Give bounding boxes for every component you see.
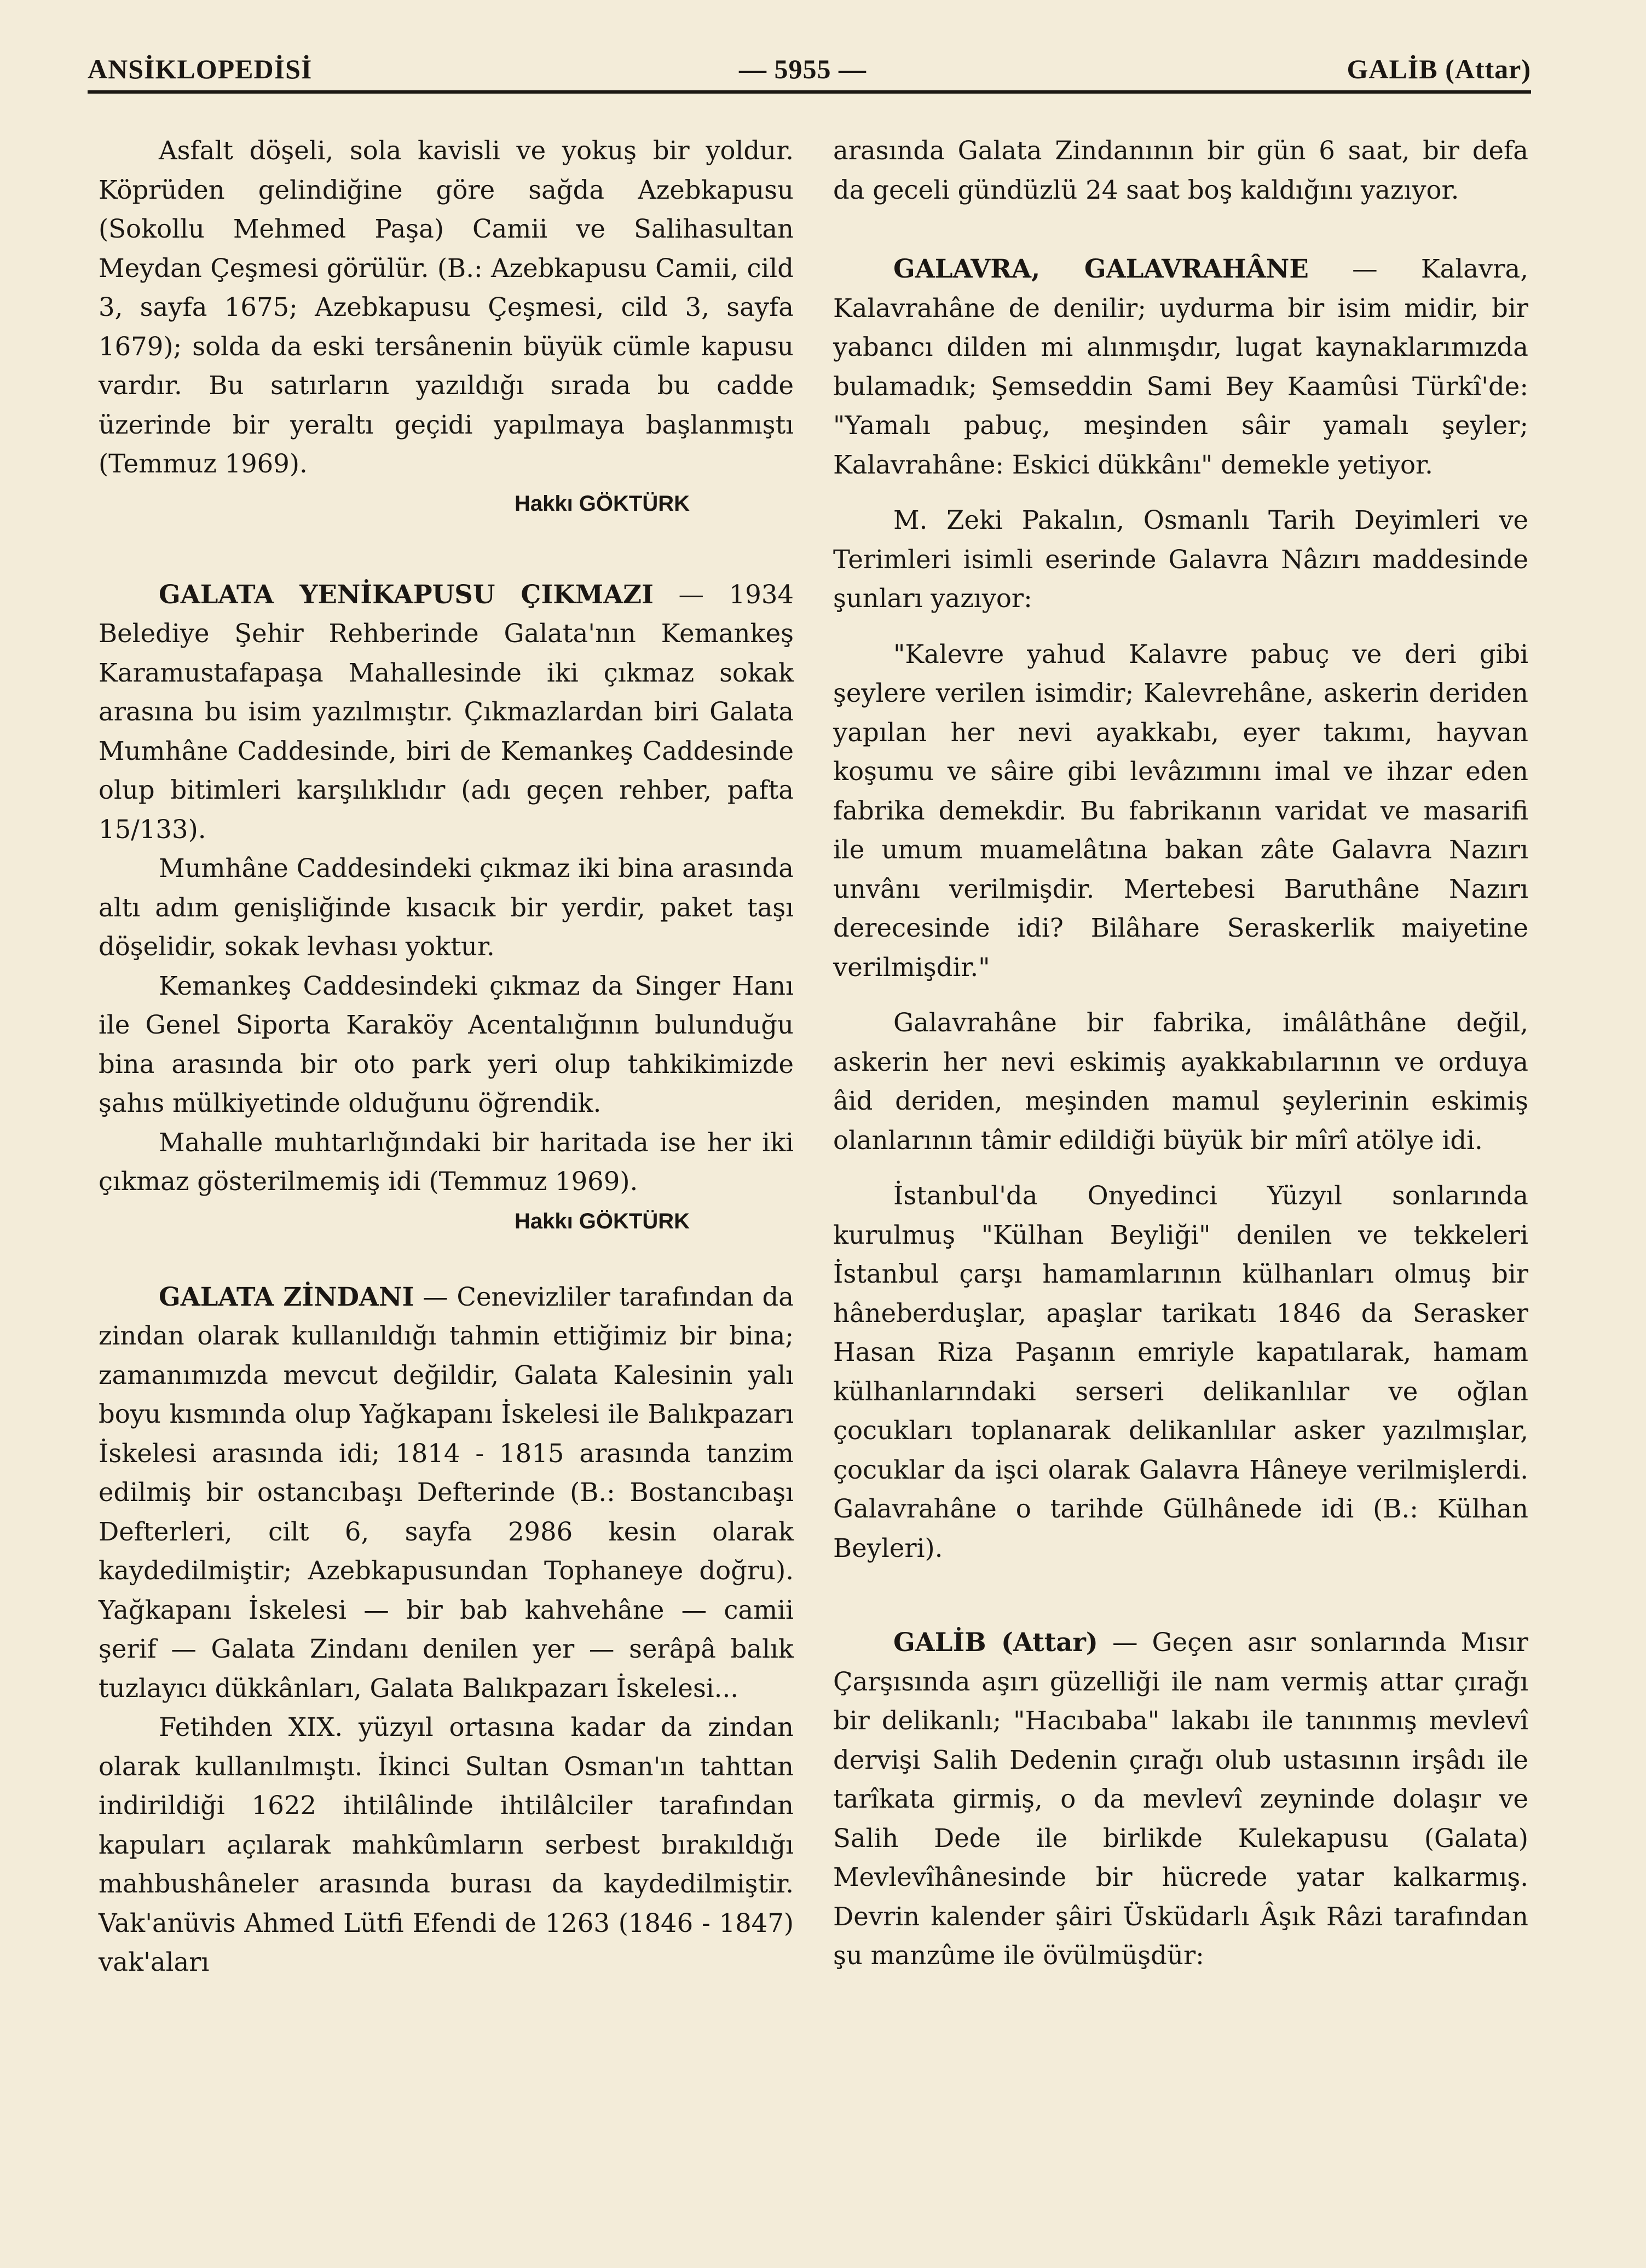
header-page-number: — 5955 — bbox=[739, 54, 867, 84]
entry-title: GALAVRA, GALAVRAHÂNE bbox=[893, 253, 1309, 284]
spacer bbox=[833, 987, 1528, 1003]
page-header bbox=[88, 47, 1531, 96]
spacer bbox=[833, 1568, 1528, 1623]
entry-text: — Cenevizliler tarafından da zindan olarak kullanıldığı tahmin ettiğimiz bir bina; zamanımızda mevcut değildir, Galata Kalesinin yalı boyu kısmında olup Yağkapanı İskelesi ile Balıkpazarı İskelesi arasında idi; 1814 - 1815 arasında tanzim edilmiş bir ostancıbaşı Defterinde (B.: Bostancıbaşı Defterleri, cilt 6, sayfa 2986 kesin olarak kaydedilmiştir; Azebkapusundan Tophaneye doğru). Yağkapanı İskelesi — bir bab kahvehâne — camii şerif — Galata Zindanı denilen yer — serâpâ balık tuzlayıcı dükkânları, Galata Balıkpazarı İskelesi... bbox=[99, 1282, 794, 1703]
spacer bbox=[833, 210, 1528, 249]
body-paragraph: M. Zeki Pakalın, Osmanlı Tarih Deyimleri ve Terimleri isimli eserinde Galavra Nâzırı maddesinde şunları yazıyor: bbox=[833, 505, 1528, 613]
entry-text: — Geçen asır sonlarında Mısır Çarşısında aşırı güzelliği ile nam vermiş attar çırağı bir delikanlı; "Hacıbaba" lakabı ile tanınmış mevlevî dervişi Salih Dedenin çırağı olub ustasının irşâdı ile tarîkata girmiş, o da mevlevî zeyninde dolaşır ve Salih Dede ile birlikde Kulekapusu (Galata) Mevlevîhânesinde bir hücrede yatar kalkarmış. Devrin kalender şâiri Üsküdarlı Âşık Râzi tarafından şu manzûme ile övülmüşdür: bbox=[833, 1628, 1528, 1970]
entry-title: GALİB (Attar) bbox=[893, 1627, 1098, 1657]
entry-text: — Kalavra, Kalavrahâne de denilir; uydurma bir isim midir, bir yabancı dilden mi alınmışdır, lugat kaynaklarımızda bulamadık; Şemseddin Sami Bey Kaamûsi Türkî'de: "Yamalı pabuç, meşinden sâir yamalı şeyler; Kalavrahâne: Eskici dükkânı" demekle yetiyor. bbox=[833, 254, 1528, 480]
body-paragraph: Mahalle muhtarlığındaki bir haritada ise her iki çıkmaz gösterilmemiş idi (Temmuz 1969). bbox=[99, 1127, 794, 1196]
entry-text: — 1934 Belediye Şehir Rehberinde Galata'nın Kemankeş Karamustafapaşa Mahallesinde iki çıkmaz sokak arasına bu isim yazılmıştır. Çıkmazlardan biri Galata Mumhâne Caddesinde, biri de Kemankeş Caddesinde olup bitimleri karşılıklıdır (adı geçen rehber, pafta 15/133). bbox=[99, 579, 794, 844]
entry-galib-attar bbox=[833, 1623, 1528, 1976]
entry-title: GALATA ZİNDANI bbox=[159, 1281, 414, 1312]
body-paragraph: Fetihden XIX. yüzyıl ortasına kadar da zindan olarak kullanılmıştı. İkinci Sultan Osman'ın tahttan indirildiği 1622 ihtilâlinde ihtilâlciler tarafından kapuları açılarak mahkûmların serbest bırakıldığı mahbushâneler arasında burası da kaydedilmiştir. Vak'anüvis Ahmed Lütfi Efendi de 1263 (1846 - 1847) vak'aları bbox=[99, 1712, 794, 1977]
entry-title: GALATA YENİKAPUSU ÇIKMAZI bbox=[159, 579, 654, 609]
right-column bbox=[833, 131, 1528, 1976]
body-paragraph: İstanbul'da Onyedinci Yüzyıl sonlarında kurulmuş "Külhan Beyliği" denilen ve tekkeleri İstanbul çarşı hamamlarının külhanları olmuş bir hâneberduşlar, apaşlar tarikatı 1846 da Serasker Hasan Riza Paşanın emriyle kapatılarak, hamam külhanlarındaki serseri delikanlılar ve oğlan çocukları toplanarak delikanlılar asker yazılmışlar, çocuklar da işci olarak Galavra Hâneye verilmişlerdi. Galavrahâne o tarihde Gülhânede idi (B.: Külhan Beyleri). bbox=[833, 1181, 1528, 1563]
spacer bbox=[99, 520, 794, 575]
entry-galata-yenikapusu bbox=[99, 575, 794, 850]
author-signature: Hakkı GÖKTÜRK bbox=[514, 1209, 690, 1233]
entry-galata-zindani bbox=[99, 1277, 794, 1709]
header-rule bbox=[88, 90, 1531, 94]
spacer bbox=[833, 484, 1528, 501]
spacer bbox=[833, 619, 1528, 635]
body-paragraph: Kemankeş Caddesindeki çıkmaz da Singer Hanı ile Genel Siporta Karaköy Acentalığının bulunduğu bina arasında bir oto park yeri olup tahkikimizde şahıs mülkiyetinde olduğunu öğrendik. bbox=[99, 971, 794, 1118]
header-running-entry: GALİB (Attar) bbox=[1347, 54, 1531, 84]
body-paragraph: Galavrahâne bir fabrika, imâlâthâne değil, askerin her nevi eskimiş ayakkabılarının ve orduya âid deriden, meşinden mamul şeylerinin eskimiş olanlarının tâmir edildiği büyük bir mîrî atölye idi. bbox=[833, 1008, 1528, 1155]
author-signature: Hakkı GÖKTÜRK bbox=[514, 491, 690, 516]
header-encyclopedia-title: ANSİKLOPEDİSİ bbox=[88, 54, 313, 84]
intro-paragraph: Asfalt döşeli, sola kavisli ve yokuş bir yoldur. Köprüden gelindiğine göre sağda Azebkapusu (Sokollu Mehmed Paşa) Camii ve Salihasultan Meydan Çeşmesi görülür. (B.: Azebkapusu Camii, cild 3, sayfa 1675; Azebkapusu Çeşmesi, cild 3, sayfa 1679); solda da eski tersânenin büyük cümle kapusu vardır. Bu satırların yazıldığı sırada bu cadde üzerinde bir yeraltı geçidi yapılmaya başlanmıştı (Temmuz 1969). bbox=[99, 136, 794, 478]
entry-galavra bbox=[833, 249, 1528, 484]
spacer bbox=[833, 1160, 1528, 1176]
left-column bbox=[99, 131, 794, 1982]
continued-paragraph: arasında Galata Zindanının bir gün 6 saat, bir defa da geceli gündüzlü 24 saat boş kaldığını yazıyor. bbox=[833, 136, 1528, 205]
quotation: "Kalevre yahud Kalavre pabuç ve deri gibi şeylere verilen isimdir; Kalevrehâne, askerin deriden yapılan her nevi ayakkabı, eyer takımı, hayvan koşumu ve sâire gibi levâzımını imal ve ihzar eden fabrika demekdir. Bu fabrikanın varidat ve masarifi ile umum muamelâtına bakan zâte Galavra Nazırı unvânı verilmişdir. Mertebesi Baruthâne Nazırı derecesinde idi? Bilâhare Seraskerlik maiyetine verilmişdir." bbox=[833, 639, 1528, 982]
body-paragraph: Mumhâne Caddesindeki çıkmaz iki bina arasında altı adım genişliğinde kısacık bir yerdir, paket taşı döşelidir, sokak levhası yoktur. bbox=[99, 853, 794, 961]
spacer bbox=[99, 1238, 794, 1277]
